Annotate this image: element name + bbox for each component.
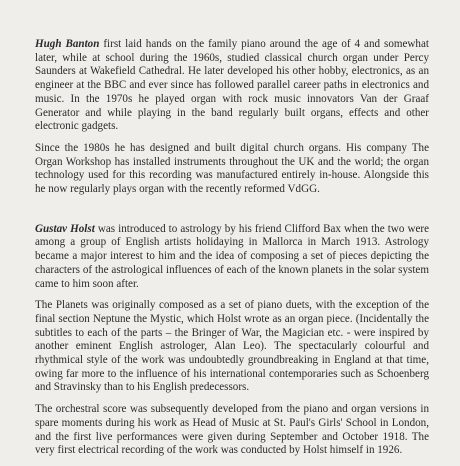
liner-notes-page [35,38,429,466]
holst-paragraph-2 [35,299,429,395]
paragraph-text: The Planets was originally composed as a set of piano duets, with the exception of the final section Neptune the Mystic, which Holst wrote as an organ piece. (Incidentally the subtitles to each of the parts – the Bringer of War, the Magician etc. - were inspired by another eminent English astrologer, Alan Leo). The spectacularly colourful and rhythmical style of the work was undoubtedly groundbreaking in England at that time, owing far more to the influence of his international contemporaries such as Schoenberg and Stravinsky than to his English predecessors. [35,299,429,394]
holst-paragraph-3 [35,403,429,458]
composer-name: Gustav Holst [35,222,95,235]
paragraph-text: was introduced to astrology by his friend Clifford Bax when the two were among a group of English artists holidaying in Mallorca in March 1913. Astrology became a major interest to him and the idea of composing a set of pieces depicting the characters of the astrological influences of each of the known planets in the solar system came to him soon after. [35,222,429,290]
holst-paragraph-1 [35,223,429,292]
banton-bio-paragraph-1 [35,38,429,134]
paragraph-text: The orchestral score was subsequently developed from the piano and organ versions in spare moments during his work as Head of Music at St. Paul's Girls' School in London, and the first live performances were given during September and October 1918. The very first electrical recording of the work was conducted by Holst himself in 1926. [35,403,429,457]
paragraph-text: first laid hands on the family piano around the age of 4 and somewhat later, while at school during the 1960s, studied classical church organ under Percy Saunders at Wakefield Cathedral. He later developed his other hobby, electronics, as an engineer at the BBC and ever since has followed parallel career paths in electronics and music. In the 1970s he played organ with rock music innovators Van der Graaf Generator and while playing in the band regularly built organs, effects and other electronic gadgets. [35,38,429,133]
banton-bio-paragraph-2 [35,142,429,197]
paragraph-text: Since the 1980s he has designed and built digital church organs. His company The Organ Workshop has installed instruments throughout the UK and the world; the organ technology used for this recording was manufactured entirely in-house. Alongside this he now regularly plays organ with the recently reformed VdGG. [35,141,429,196]
performer-name: Hugh Banton [35,38,100,50]
